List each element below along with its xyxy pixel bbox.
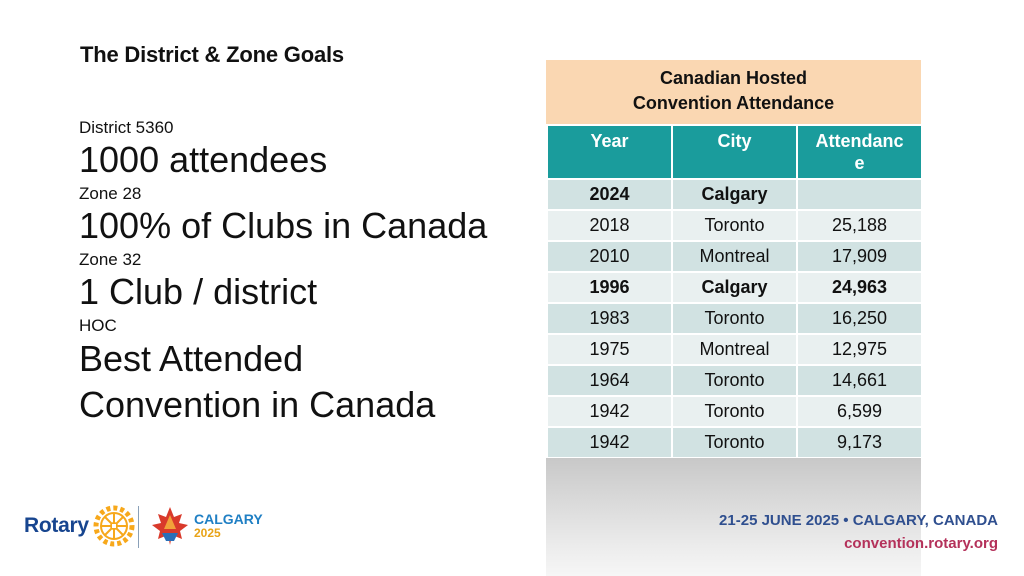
rotary-logo-text: Rotary [24,514,89,537]
cell-attendance: 12,975 [797,334,922,365]
attendance-table [546,60,921,459]
table-row [547,365,922,396]
cell-attendance: 14,661 [797,365,922,396]
goal-value-hoc [79,336,549,428]
goal-value-hoc-line2: Convention in Canada [79,384,436,425]
table-row [547,241,922,272]
cell-city: Montreal [672,334,797,365]
maple-leaf-icon [148,505,192,547]
cell-city: Calgary [672,272,797,303]
goals-list [79,118,549,430]
table-row [547,427,922,458]
table-caption [546,60,921,124]
calgary-logo-text [194,512,263,540]
calgary-logo-name: CALGARY [194,511,263,527]
cell-attendance: 25,188 [797,210,922,241]
goal-value-zone28: 100% of Clubs in Canada [79,205,488,246]
cell-city: Toronto [672,427,797,458]
cell-year: 2018 [547,210,672,241]
goal-label-district: District 5360 [79,118,174,137]
table-row [547,272,922,303]
table-row [547,179,922,210]
goal-value-hoc-line1: Best Attended [79,338,304,379]
table-row [547,396,922,427]
table-caption-line2: Convention Attendance [632,93,835,113]
table-row [547,303,922,334]
cell-city: Calgary [672,179,797,210]
cell-year: 1964 [547,365,672,396]
goal-label-hoc: HOC [79,316,117,335]
goal-value-zone32: 1 Club / district [79,271,318,312]
cell-year: 1983 [547,303,672,334]
header-city: City [672,125,797,179]
cell-year: 1942 [547,427,672,458]
header-attendance-line2: e [854,153,865,173]
cell-year: 1996 [547,272,672,303]
cell-city: Toronto [672,365,797,396]
logo-divider [138,506,139,548]
cell-year: 2024 [547,179,672,210]
cell-attendance: 16,250 [797,303,922,334]
event-url-link[interactable]: convention.rotary.org [844,535,998,552]
slide-title: The District & Zone Goals [80,42,344,67]
cell-attendance: 9,173 [797,427,922,458]
rotary-wheel-icon [93,505,135,547]
goal-label-zone32: Zone 32 [79,250,142,269]
event-dates: 21-25 JUNE 2025 • CALGARY, CANADA [719,512,998,529]
cell-city: Montreal [672,241,797,272]
header-attendance-line1: Attendanc [815,131,904,151]
header-attendance [797,125,922,179]
table-row [547,210,922,241]
cell-year: 1942 [547,396,672,427]
table-row [547,334,922,365]
cell-city: Toronto [672,396,797,427]
rotary-logo [24,505,135,547]
table-header-row [547,125,922,179]
cell-city: Toronto [672,210,797,241]
cell-year: 2010 [547,241,672,272]
cell-attendance: 17,909 [797,241,922,272]
table-caption-line1: Canadian Hosted [659,68,808,88]
goal-label-zone28: Zone 28 [79,184,142,203]
calgary-logo-year: 2025 [194,526,221,540]
cell-city: Toronto [672,303,797,334]
header-year: Year [547,125,672,179]
calgary-2025-logo [148,505,263,547]
cell-attendance: 24,963 [797,272,922,303]
cell-year: 1975 [547,334,672,365]
attendance-grid [546,124,923,459]
cell-attendance: 6,599 [797,396,922,427]
cell-attendance [797,179,922,210]
goal-value-district: 1000 attendees [79,139,328,180]
